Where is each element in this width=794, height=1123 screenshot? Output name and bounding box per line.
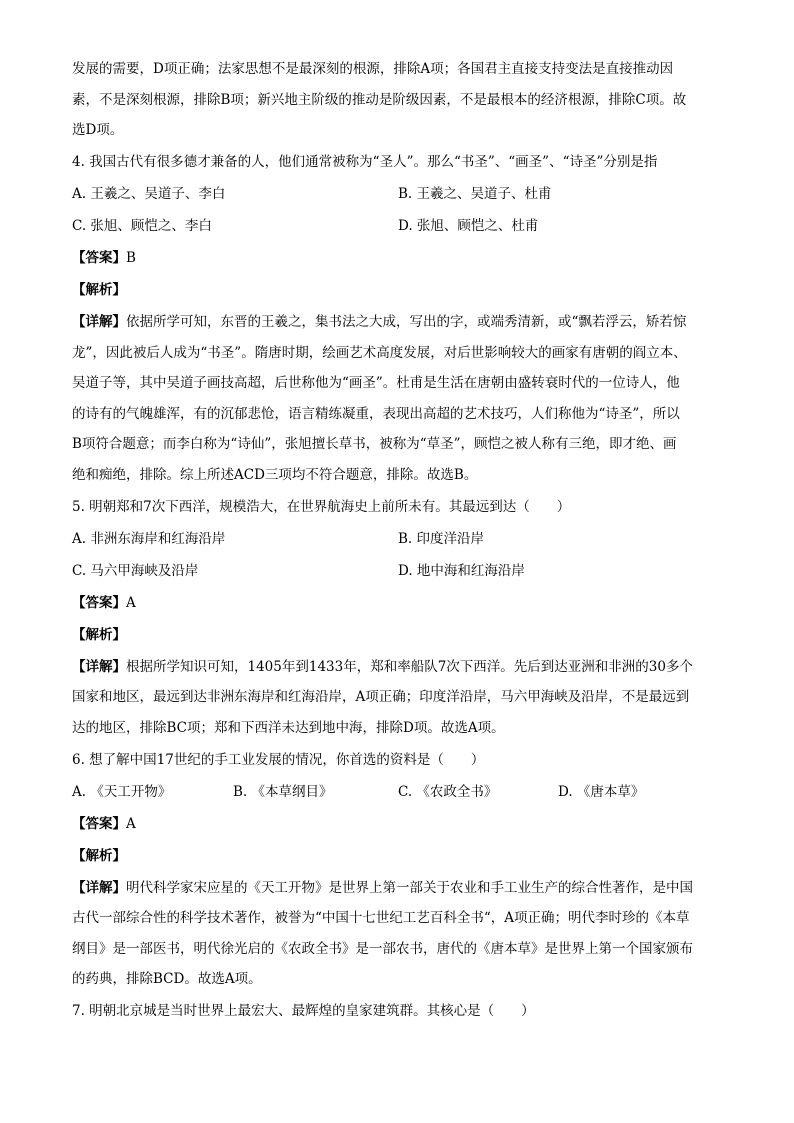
- option-a: A. 非洲东海岸和红海沿岸: [72, 530, 226, 547]
- question-6-options: [72, 783, 722, 801]
- answer-value: A: [126, 815, 136, 832]
- detail-text: 纲目》是一部医书，明代徐光启的《农政全书》是一部农书，唐代的《唐本草》是世界上第一个国家颁布: [72, 940, 693, 957]
- question-5-answer: [72, 594, 722, 612]
- question-5-stem: [72, 498, 722, 516]
- question-stem: 7. 明朝北京城是当时世界上最宏大、最辉煌的皇家建筑群。其核心是（ ）: [72, 1003, 535, 1019]
- option-b: B. 王羲之、吴道子、杜甫: [398, 186, 552, 202]
- detail-text: 绝和痴绝，排除。综上所述ACD三项均不符合题意，排除。故选B。: [72, 466, 478, 483]
- answer-value: A: [126, 594, 136, 611]
- option-a: A. 王羲之、吴道子、李白: [72, 186, 226, 202]
- detail-text: 国家和地区，最远到达非洲东海岸和红海沿岸，A项正确；印度洋沿岸，马六甲海峡及沿岸，不是最远到: [72, 689, 690, 705]
- question-4-options-row-2: [72, 217, 722, 235]
- option-c: C. 马六甲海峡及沿岸: [72, 562, 199, 579]
- question-5-options-row-2: [72, 562, 722, 580]
- analysis-tag: 【解析】: [72, 847, 126, 864]
- question-4-stem: [72, 153, 722, 171]
- detail-text: 依据所学可知，东晋的王羲之，集书法之大成，写出的字，或端秀清新，或“飘若浮云，矫若惊: [126, 314, 687, 330]
- detail-text: 的药典，排除BCD。故选A项。: [72, 971, 262, 987]
- detail-tag: 【详解】: [72, 658, 126, 675]
- option-d: D. 《唐本草》: [558, 783, 645, 800]
- option-b: B. 印度洋沿岸: [398, 530, 485, 547]
- detail-text: 根据所学知识可知，1405年到1433年，郑和率船队7次下西洋。先后到达亚洲和非洲的30多个: [126, 658, 693, 675]
- analysis-tag: 【解析】: [72, 282, 126, 298]
- detail-text: 的诗有的气魄雄浑，有的沉郁悲怆，语言精练凝重，表现出高超的艺术技巧，人们称他为“诗圣”，所以: [72, 405, 680, 422]
- question-5-options-row-1: [72, 530, 722, 548]
- text-line: 发展的需要，D项正确；法家思想不是最深刻的根源，排除A项；各国君主直接支持变法是直接推动因: [72, 61, 674, 77]
- question-4-analysis-heading: [72, 281, 722, 299]
- question-stem: 4. 我国古代有很多德才兼备的人，他们通常被称为“圣人”。那么“书圣”、“画圣”、“诗圣”分别是指: [72, 154, 658, 170]
- detail-tag: 【详解】: [72, 879, 126, 896]
- question-6-analysis-heading: [72, 847, 722, 865]
- detail-text: 古代一部综合性的科学技术著作，被誉为“中国十七世纪工艺百科全书“，A项正确；明代李时珍的《本草: [72, 910, 690, 926]
- detail-tag: 【详解】: [72, 314, 126, 330]
- detail-text: 吴道子等，其中吴道子画技高超，后世称他为“画圣”。杜甫是生活在唐朝由盛转衰时代的一位诗人，他: [72, 375, 680, 391]
- document-page: [72, 60, 722, 1034]
- answer-tag: 【答案】: [72, 594, 126, 611]
- question-7-stem: [72, 1002, 722, 1020]
- question-6-detail: [72, 879, 722, 989]
- question-4-answer: [72, 249, 722, 267]
- detail-text: B项符合题意；而李白称为“诗仙”，张旭擅长草书，被称为“草圣”，顾恺之被人称有三绝，即才绝、画: [72, 436, 677, 452]
- question-5-detail: [72, 658, 722, 737]
- text-line: 选D项。: [72, 122, 124, 138]
- question-stem: 6. 想了解中国17世纪的手工业发展的情况，你首选的资料是（ ）: [72, 751, 485, 768]
- question-4-detail: [72, 313, 722, 484]
- question-4-options-row-1: [72, 185, 722, 203]
- question-6-answer: [72, 815, 722, 833]
- analysis-tag: 【解析】: [72, 626, 126, 643]
- option-c: C. 张旭、顾恺之、李白: [72, 218, 212, 234]
- option-d: D. 地中海和红海沿岸: [398, 562, 525, 579]
- detail-text: 龙”，因此被后人成为“书圣”。隋唐时期，绘画艺术高度发展，对后世影响较大的画家有唐朝的阎立本、: [72, 344, 687, 361]
- answer-value: B: [126, 250, 136, 266]
- previous-answer-continuation: [72, 60, 722, 139]
- option-c: C. 《农政全书》: [398, 783, 498, 800]
- answer-tag: 【答案】: [72, 815, 126, 832]
- option-d: D. 张旭、顾恺之、杜甫: [398, 218, 539, 234]
- answer-tag: 【答案】: [72, 250, 126, 266]
- text-line: 素，不是深刻根源，排除B项；新兴地主阶级的推动是阶级因素，不是最根本的经济根源，排除C项。故: [72, 91, 687, 108]
- question-5-analysis-heading: [72, 626, 722, 644]
- question-6-stem: [72, 751, 722, 769]
- option-b: B. 《本草纲目》: [233, 783, 333, 800]
- detail-text: 达的地区，排除BC项；郑和下西洋未达到地中海，排除D项。故选A项。: [72, 719, 505, 736]
- question-stem: 5. 明朝郑和7次下西洋，规模浩大，在世界航海史上前所未有。其最远到达（ ）: [72, 498, 571, 515]
- option-a: A. 《天工开物》: [72, 783, 172, 800]
- detail-text: 明代科学家宋应星的《天工开物》是世界上第一部关于农业和手工业生产的综合性著作，是中国: [126, 879, 693, 896]
